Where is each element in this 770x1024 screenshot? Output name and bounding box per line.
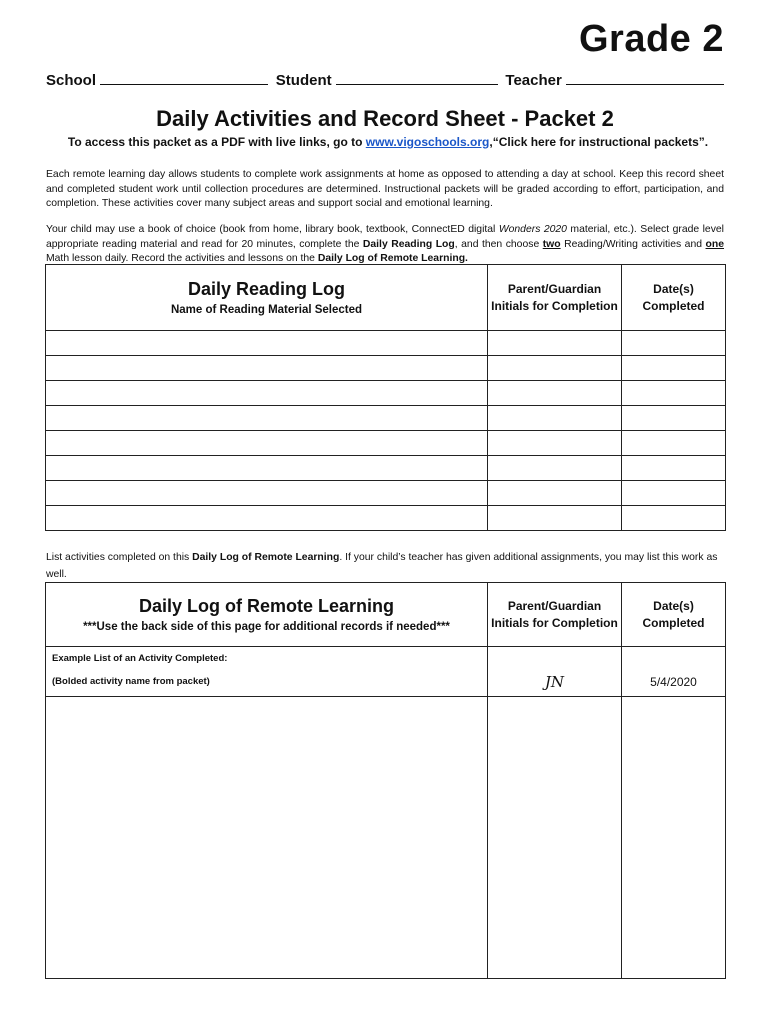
reading-date-cell[interactable]: [622, 381, 726, 406]
reading-log-date-header: Date(s) Completed: [622, 265, 726, 331]
example-date: 5/4/2020: [650, 674, 697, 689]
reading-date-cell[interactable]: [622, 331, 726, 356]
teacher-label: Teacher: [505, 72, 562, 89]
teacher-blank[interactable]: [566, 70, 724, 85]
reading-material-cell[interactable]: [46, 431, 488, 456]
remote-log-date-header: Date(s) Completed: [622, 583, 726, 647]
reading-initials-cell[interactable]: [488, 356, 622, 381]
reading-log-row: [46, 456, 726, 481]
reading-material-cell[interactable]: [46, 456, 488, 481]
page-title: Daily Activities and Record Sheet - Packet 2: [156, 106, 614, 131]
reading-date-cell[interactable]: [622, 431, 726, 456]
reading-initials-cell[interactable]: [488, 431, 622, 456]
reading-date-cell[interactable]: [622, 481, 726, 506]
school-blank[interactable]: [100, 70, 268, 85]
remote-log-subtitle: ***Use the back side of this page for additional records if needed***: [83, 621, 450, 633]
reading-initials-cell[interactable]: [488, 331, 622, 356]
reading-log-row: [46, 431, 726, 456]
vigoschools-link[interactable]: www.vigoschools.org: [365, 135, 490, 149]
reading-log-row: [46, 381, 726, 406]
reading-initials-cell[interactable]: [488, 456, 622, 481]
reading-log-row: [46, 331, 726, 356]
remote-log-entry-row: [46, 697, 726, 979]
remote-log-title-cell: [46, 583, 488, 647]
reading-log-row: [46, 406, 726, 431]
example-line-1: Example List of an Activity Completed:: [52, 653, 228, 664]
intro-paragraph: Each remote learning day allows students to complete work assignments at home as opposed to attending a day at school. Keep this record sheet and completed student work until collection procedures are determined. Instructional packets will be graded according to effort, participation, and completion. These activities cover many subject areas and support social and emotional learning.: [46, 169, 724, 209]
reading-date-cell[interactable]: [622, 506, 726, 531]
daily-reading-log-table: [45, 264, 726, 531]
example-line-2: (Bolded activity name from packet): [52, 676, 210, 687]
remote-log-header-row: [46, 583, 726, 647]
reading-material-cell[interactable]: [46, 406, 488, 431]
reading-initials-cell[interactable]: [488, 506, 622, 531]
reading-date-cell[interactable]: [622, 456, 726, 481]
reading-date-cell[interactable]: [622, 406, 726, 431]
reading-log-title: Daily Reading Log: [187, 279, 346, 299]
student-field[interactable]: [276, 70, 498, 89]
access-instructions: [46, 135, 730, 149]
list-activities-note: List activities completed on this Daily Log of Remote Learning. If your child’s teacher has given additional assignments, you may list this work as well.: [46, 552, 718, 580]
reading-log-header-row: [46, 265, 726, 331]
reading-initials-cell[interactable]: [488, 481, 622, 506]
reading-material-cell[interactable]: [46, 331, 488, 356]
reading-log-row: [46, 506, 726, 531]
reading-log-row: [46, 481, 726, 506]
reading-log-subtitle: Name of Reading Material Selected: [170, 304, 363, 316]
reading-log-row: [46, 356, 726, 381]
remote-log-initials-header: Parent/Guardian Initials for Completion: [488, 583, 622, 647]
daily-log-remote-learning-table: [45, 582, 726, 979]
school-field[interactable]: [46, 70, 268, 89]
example-activity-cell: [46, 647, 488, 697]
teacher-field[interactable]: [505, 70, 724, 89]
name-fields-row: [46, 70, 724, 89]
example-row: [46, 647, 726, 697]
reading-material-cell[interactable]: [46, 356, 488, 381]
reading-initials-cell[interactable]: [488, 381, 622, 406]
student-label: Student: [275, 72, 332, 89]
school-label: School: [46, 72, 97, 89]
reading-initials-cell[interactable]: [488, 406, 622, 431]
student-blank[interactable]: [336, 70, 498, 85]
reading-material-cell[interactable]: [46, 381, 488, 406]
reading-material-cell[interactable]: [46, 481, 488, 506]
remote-activity-entry-cell[interactable]: [46, 697, 488, 979]
example-initials-cell: [488, 647, 622, 697]
access-text-after: ,“Click here for instructional packets”.: [489, 135, 709, 149]
remote-date-entry-cell[interactable]: [622, 697, 726, 979]
access-text-before: To access this packet as a PDF with live links, go to: [67, 135, 366, 149]
example-initials: JN: [544, 672, 565, 691]
remote-initials-entry-cell[interactable]: [488, 697, 622, 979]
grade-heading: Grade 2: [578, 18, 724, 60]
instructions-paragraph: Your child may use a book of choice (book from home, library book, textbook, ConnectED digital Wonders 2020 material, etc.). Select grade level appropriate reading material and read for 20 minutes, complete the Daily Reading Log, and then choose two Reading/Writing activities and one Math lesson daily. Record the activities and lessons on the Daily Log of Remote Learning.: [46, 224, 725, 264]
reading-log-title-cell: [46, 265, 488, 331]
reading-log-rows: [46, 331, 726, 531]
example-date-cell: [622, 647, 726, 697]
reading-date-cell[interactable]: [622, 356, 726, 381]
reading-material-cell[interactable]: [46, 506, 488, 531]
reading-log-initials-header: Parent/Guardian Initials for Completion: [488, 265, 622, 331]
remote-log-title: Daily Log of Remote Learning: [138, 596, 395, 616]
